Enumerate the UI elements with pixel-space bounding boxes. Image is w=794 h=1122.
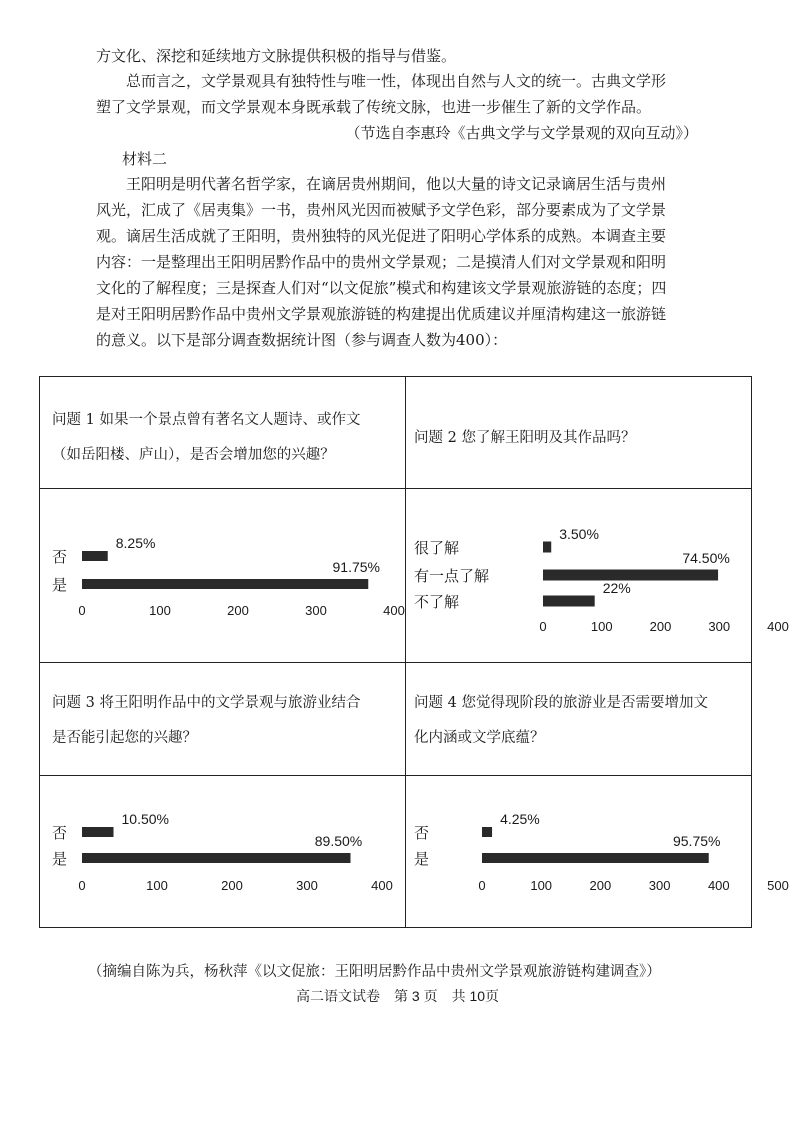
x-tick-label: 100 [590, 619, 613, 634]
question-4-line-1: 问题 4 您觉得现阶段的旅游业是否需要增加文 [414, 695, 708, 711]
x-tick-label: 400 [707, 878, 730, 893]
text-line: 观。谪居生活成就了王阳明，贵州独特的风光促进了阳明心学体系的成熟。本调查主要 [96, 227, 667, 245]
x-tick-label: 300 [708, 619, 731, 634]
x-tick-label: 300 [305, 603, 327, 618]
x-tick-label: 0 [478, 878, 486, 893]
question-2-line-1: 问题 2 您了解王阳明及其作品吗？ [414, 430, 636, 446]
bar [82, 551, 108, 561]
text-line: 内容：一是整理出王阳明居黔作品中的贵州文学景观；二是摸清人们对文学景观和阳明 [96, 253, 667, 271]
category-label: 是 [414, 850, 430, 868]
bar-chart-svg [40, 489, 405, 661]
section-heading: 材料二 [122, 150, 168, 168]
data-label: 95.75% [672, 833, 721, 849]
bar [482, 827, 492, 837]
question-1-line-1: 问题 1 如果一个景点曾有著名文人题诗、或作文 [52, 412, 361, 428]
bar-chart-svg [40, 776, 405, 928]
data-label: 4.25% [500, 811, 540, 827]
data-label: 89.50% [314, 833, 363, 849]
text-line: 风光，汇成了《居夷集》一书，贵州风光因而被赋予文学色彩，部分要素成为了文学景 [96, 201, 667, 219]
x-tick-label: 200 [227, 603, 249, 618]
question-3-line-2: 是否能引起您的兴趣？ [52, 730, 197, 746]
chart-question-2 [406, 489, 789, 661]
text-line: 方文化、深挖和延续地方文脉提供积极的指导与借鉴。 [96, 47, 457, 65]
chart-question-3 [40, 776, 405, 928]
text-line: 塑了文学景观，而文学景观本身既承载了传统文脉，也进一步催生了新的文学作品。 [96, 98, 652, 116]
x-tick-label: 500 [767, 878, 789, 893]
x-tick-label: 100 [149, 603, 171, 618]
chart-question-4 [406, 776, 789, 928]
data-label: 22% [602, 580, 631, 596]
x-tick-label: 400 [383, 603, 405, 618]
x-tick-label: 200 [589, 878, 612, 893]
x-tick-label: 0 [78, 603, 86, 618]
bar [543, 542, 551, 553]
bar [543, 596, 595, 607]
category-label: 否 [414, 824, 430, 842]
question-1-line-2: （如岳阳楼、庐山），是否会增加您的兴趣？ [52, 447, 335, 463]
survey-grid [39, 376, 789, 928]
x-tick-label: 300 [296, 878, 318, 893]
source-citation: （节选自李惠玲《古典文学与文学景观的双向互动》） [345, 124, 698, 142]
chart-question-1 [40, 489, 405, 661]
bar [82, 579, 368, 589]
page-number: 高二语文试卷 第 3 页 共 10页 [296, 988, 500, 1004]
category-label: 否 [52, 548, 68, 566]
category-label: 很了解 [414, 539, 460, 557]
x-tick-label: 100 [146, 878, 168, 893]
bar [482, 853, 709, 863]
text-line: 总而言之，文学景观具有独特性与唯一性，体现出自然与人文的统一。古典文学形 [126, 72, 667, 90]
grid-divider [40, 662, 751, 663]
source-citation-2: （摘编自陈为兵，杨秋萍《以文促旅：王阳明居黔作品中贵州文学景观旅游链构建调查》） [88, 964, 661, 980]
x-tick-label: 400 [371, 878, 393, 893]
bar [82, 853, 351, 863]
x-tick-label: 200 [221, 878, 243, 893]
bar [82, 827, 114, 837]
bar-chart-svg [406, 489, 789, 661]
category-label: 有一点了解 [414, 567, 490, 585]
category-label: 不了解 [414, 593, 460, 611]
data-label: 74.50% [682, 550, 730, 566]
data-label: 10.50% [121, 811, 169, 827]
data-label: 8.25% [115, 535, 156, 551]
x-tick-label: 0 [78, 878, 86, 893]
text-line: 文化的了解程度；三是探查人们对“以文促旅”模式和构建该文学景观旅游链的态度；四 [96, 279, 667, 297]
x-tick-label: 300 [648, 878, 671, 893]
question-4-line-2: 化内涵或文学底蕴？ [414, 730, 545, 746]
x-tick-label: 0 [539, 619, 547, 634]
x-tick-label: 200 [649, 619, 672, 634]
category-label: 是 [52, 576, 68, 594]
bar-chart-svg [406, 776, 789, 928]
question-3-line-1: 问题 3 将王阳明作品中的文学景观与旅游业结合 [52, 695, 361, 711]
text-line: 的意义。以下是部分调查数据统计图（参与调查人数为400）： [96, 331, 508, 349]
data-label: 3.50% [559, 526, 599, 542]
x-tick-label: 100 [530, 878, 553, 893]
data-label: 91.75% [332, 559, 381, 575]
category-label: 否 [52, 824, 68, 842]
text-line: 王阳明是明代著名哲学家，在谪居贵州期间，他以大量的诗文记录谪居生活与贵州 [126, 175, 667, 193]
x-tick-label: 400 [767, 619, 789, 634]
category-label: 是 [52, 850, 68, 868]
bar [543, 570, 718, 581]
text-line: 是对王阳明居黔作品中贵州文学景观旅游链的构建提出优质建议并厘清构建这一旅游链 [96, 305, 667, 323]
